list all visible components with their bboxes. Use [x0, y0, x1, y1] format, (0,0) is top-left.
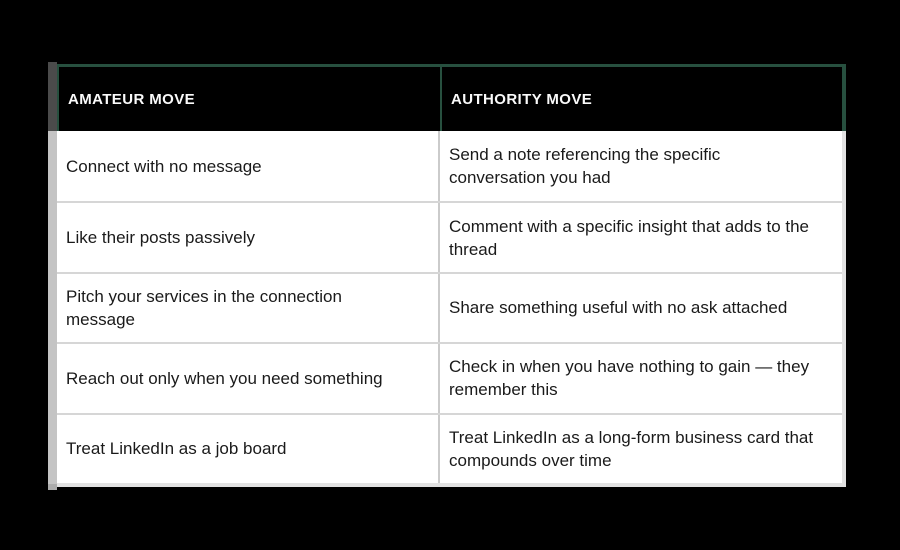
table-body [57, 131, 846, 487]
table-row [57, 413, 842, 483]
edge-strip-body-segment [48, 131, 57, 484]
authority-move-cell: Share something useful with no ask attached [438, 274, 842, 342]
authority-move-cell: Comment with a specific insight that adds to the thread [438, 203, 842, 271]
column-header-amateur-move: AMATEUR MOVE [68, 90, 196, 108]
table-row [57, 131, 842, 201]
column-header-authority-move: AUTHORITY MOVE [440, 67, 842, 131]
table-header-row [57, 64, 846, 131]
table-row [57, 272, 842, 342]
edge-strip-header-segment [48, 62, 57, 131]
amateur-move-cell: Pitch your services in the connection message [66, 286, 342, 329]
authority-move-cell: Send a note referencing the specific conversation you had [438, 131, 842, 201]
edge-strip-bottom-cap [48, 484, 57, 490]
amateur-move-cell: Like their posts passively [66, 228, 255, 248]
amateur-move-cell: Reach out only when you need something [66, 368, 383, 388]
table-edge-strip [48, 62, 57, 490]
comparison-table [57, 64, 846, 487]
amateur-move-cell: Connect with no message [66, 156, 262, 176]
table-row [57, 342, 842, 412]
table-row [57, 201, 842, 271]
authority-move-cell: Check in when you have nothing to gain — they remember this [438, 344, 842, 412]
authority-move-cell: Treat LinkedIn as a long-form business card that compounds over time [438, 415, 842, 483]
amateur-move-cell: Treat LinkedIn as a job board [66, 439, 287, 459]
